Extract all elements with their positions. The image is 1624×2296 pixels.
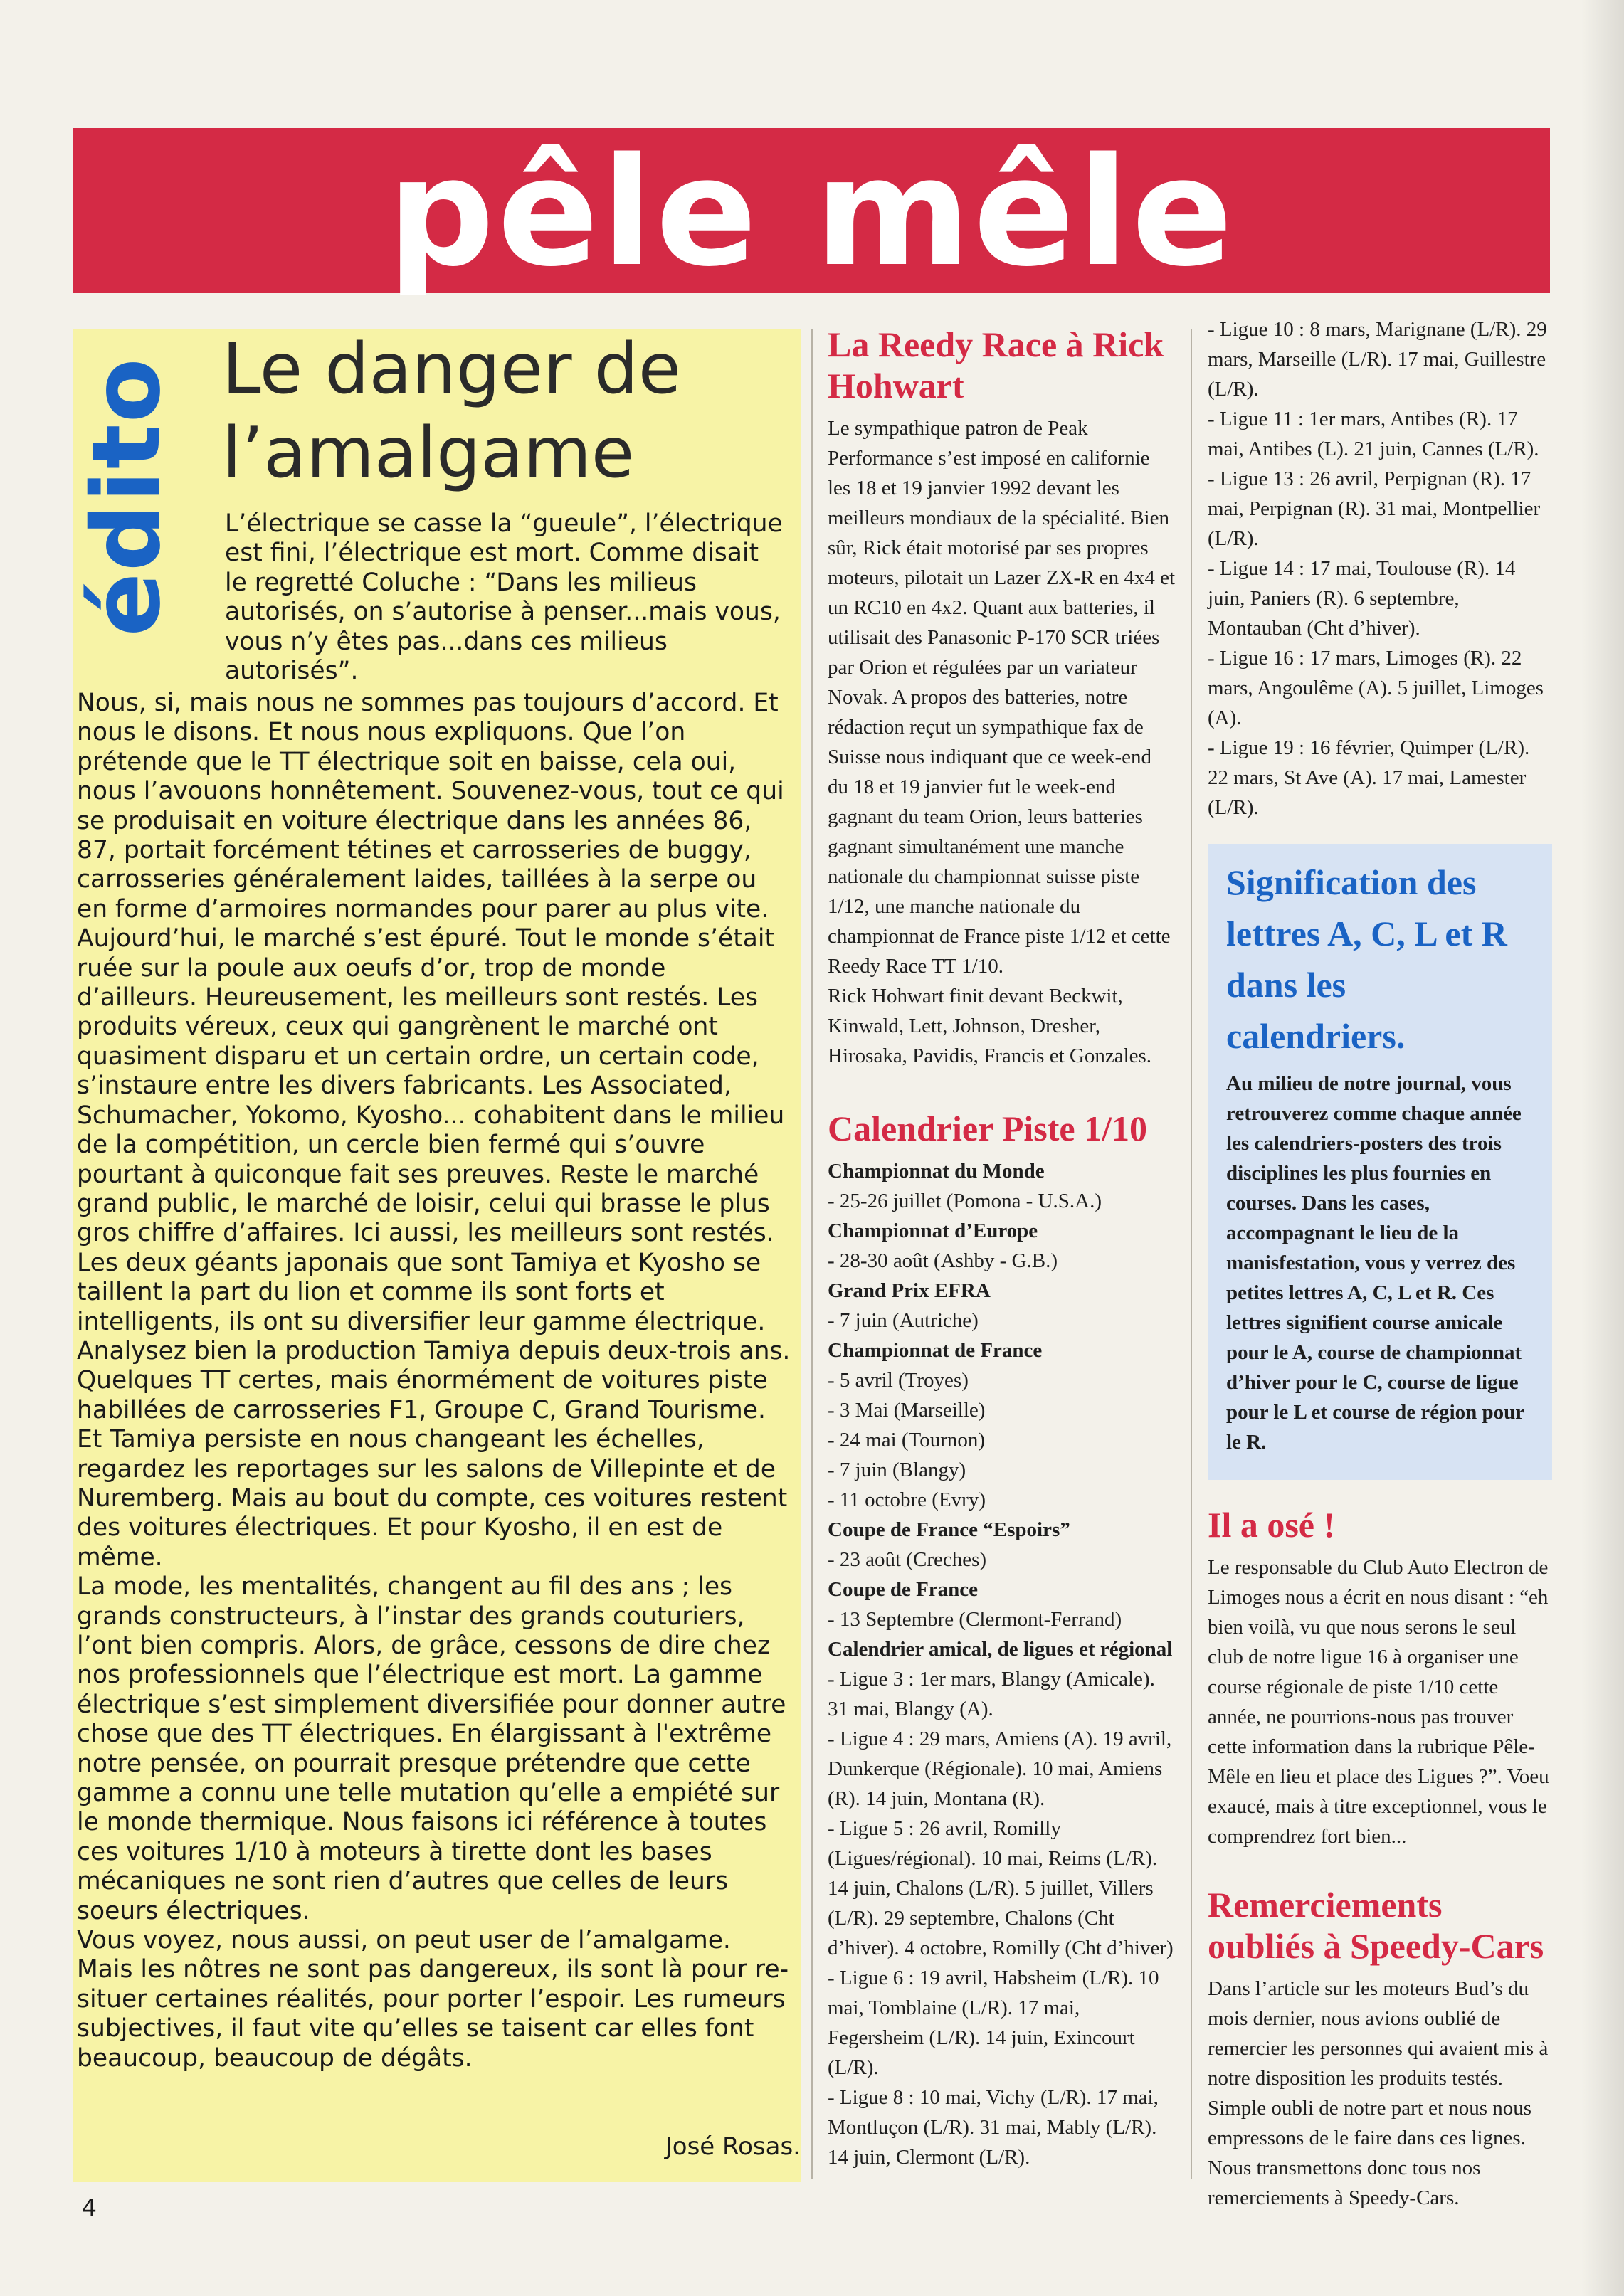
column-divider [1191, 329, 1192, 2179]
info-box-title: Signification des lettres A, C, L et R dans les calendriers. [1226, 862, 1507, 1056]
calendar-entry: - Ligue 6 : 19 avril, Habsheim (L/R). 10 mai, Tomblaine (L/R). 17 mai, Fegersheim (L/R). 14 juin, Exincourt (L/R). [828, 1967, 1159, 2079]
info-box [1208, 844, 1552, 1480]
edito-paragraph: Nous, si, mais nous ne sommes pas toujours d’accord. Et nous le disons. Et nous nous expliquons. Que l’on prétende que le TT électrique soit en baisse, cela oui, nous l’avouons honnêtement. Souvenez-vous, tout ce qui se produisait en voiture électrique dans les années 86, 87, portait forcément tétines et carrosseries de buggy, carrosseries généralement laides, taillées à la serpe ou en forme d’armoires normandes pour parer au plus vite. Aujourd’hui, le marché s’est épuré. Tout le monde s’était ruée sur la poule aux oeufs d’or, trop de monde d’ailleurs. Heureusement, les meilleurs sont restés. Les produits véreux, ceux qui gangrènent le marché ont quasiment disparu et un certain ordre, un certain code, s’instaure entre les divers fabricants. Les Associated, Schumacher, Yokomo, Kyosho... cohabitent dans le milieu de la compétition, un cercle bien fermé qui s’ouvre pourtant à quiconque fait ses preuves. Reste le marché grand public, le marché de loisir, celui qui brasse le plus gros chiffre d’affaires. Ici aussi, les meilleurs sont restés. Les deux géants japonais que sont Tamiya et Kyosho se taillent la part du lion et comme ils sont forts et intelligents, ils ont su diversifier leur gamme électrique. Analysez bien la production Tamiya depuis deux-trois ans. Quelques TT certes, mais énormément de voitures piste habillées de carrosseries F1, Groupe C, Grand Tourisme. Et Tamiya persiste en nous changeant les échelles, regardez les reportages sur les salons de Villepinte et de Nuremberg. Mais au bout du compte, ces voitures restent des voitures électriques. Et pour Kyosho, il en est de même. [77, 689, 791, 1572]
calendar-entry: - 28-30 août (Ashby - G.B.) [828, 1249, 1058, 1272]
reedy-paragraph: Rick Hohwart finit devant Beckwit, Kinwald, Lett, Johnson, Dresher, Hirosaka, Pavidis, Francis et Gonzales. [828, 985, 1152, 1067]
edito-title: Le danger de l’amalgame [222, 329, 682, 494]
calendar-entry: - 7 juin (Blangy) [828, 1459, 966, 1481]
info-box-text: Au milieu de notre journal, vous retrouverez comme chaque année les calendriers-posters des trois disciplines les plus fournies en courses. Dans les cases, accompagnant le lieu de la manisfestation, vous y verrez des petites lettres A, C, L et R. Ces lettres signifient course amicale pour le A, course de championnat d’hiver pour le C, course de ligue pour le L et course de région pour le R. [1226, 1072, 1524, 1454]
calendar-group-heading: Championnat du Monde [828, 1160, 1045, 1183]
edito-paragraph: La mode, les mentalités, changent au fil des ans ; les grands constructeurs, à l’instar des grands couturiers, l’ont bien compris. Alors, de grâce, cessons de dire chez nos professionnels que l’électrique est mort. La gamme électrique s’est simplement diversifiée pour donner autre chose que des TT électriques. En élargissant à l'extrême notre pensée, on pourrait presque prétendre que cette gamme a connu une telle mutation qu’elle a empiété sur le monde thermique. Nous faisons ici référence à toutes ces voitures 1/10 à moteurs à tirette dont les bases mécaniques ne sont rien d’autres que celles de leurs soeurs électriques. [77, 1572, 786, 1925]
calendar-group-heading: Championnat d’Europe [828, 1220, 1038, 1242]
calendar-entry: - 3 Mai (Marseille) [828, 1399, 986, 1422]
edito-tag-label: édito [72, 356, 181, 637]
ose-text: Le responsable du Club Auto Electron de Limoges nous a écrit en nous disant : “eh bien voilà, vu que nous serons le seul club de notre ligue 16 à organiser une course régionale de piste 1/10 cette année, ne pourrions-nous pas trouver cette information dans la rubrique Pêle-Mêle en lieu et place des Ligues ?”. Voeu exaucé, mais à titre exceptionnel, vous le comprendrez fort bien... [1208, 1556, 1549, 1848]
reedy-paragraph: Le sympathique patron de Peak Performance s’est imposé en californie les 18 et 19 janvier 1992 devant les meilleurs mondiaux de la spécialité. Bien sûr, Rick était motorisé par ses propres moteurs, pilotait un Lazer ZX-R en 4x4 et un RC10 en 4x2. Quant aux batteries, il utilisait des Panasonic P-170 SCR triées par Orion et régulées par un variateur Novak. A propos des batteries, notre rédaction reçut un sympathique fax de Suisse nous indiquant que ce week-end du 18 et 19 janvier fut le week-end gagnant du team Orion, leurs batteries gagnant simultanément une manche nationale du championnat suisse piste 1/12, une manche nationale du championnat de France piste 1/12 et cette Reedy Race TT 1/10. [828, 417, 1176, 978]
right-column [1208, 314, 1552, 2213]
edito-paragraph: Vous voyez, nous aussi, on peut user de l’amalgame. Mais les nôtres ne sont pas dangereux, ils sont là pour re-situer certaines réalités, pour porter l’espoir. Les rumeurs subjectives, il faut vite qu’elles se taisent car elles font beaucoup, beaucoup de dégâts. [77, 1926, 789, 2073]
calendar-group-heading: Coupe de France “Espoirs” [828, 1518, 1070, 1541]
league-entry: - Ligue 13 : 26 avril, Perpignan (R). 17 mai, Perpignan (R). 31 mai, Montpellier (L/R). [1208, 467, 1541, 550]
calendar-group-heading: Grand Prix EFRA [828, 1279, 991, 1302]
calendar-entry: - Ligue 5 : 26 avril, Romilly (Ligues/régional). 10 mai, Reims (L/R). 14 juin, Chalons (L/R). 5 juillet, Villers (L/R). 29 septembre, Chalons (Cht d’hiver). 4 octobre, Romilly (Cht d’hiver) [828, 1817, 1174, 1959]
league-entry: - Ligue 16 : 17 mars, Limoges (R). 22 mars, Angoulême (A). 5 juillet, Limoges (A). [1208, 647, 1544, 729]
league-entry: - Ligue 10 : 8 mars, Marignane (L/R). 29 mars, Marseille (L/R). 17 mai, Guillestre (L/R). [1208, 318, 1547, 401]
edito-tag [73, 329, 180, 664]
calendar-entry: - 11 octobre (Evry) [828, 1488, 986, 1511]
column-divider [811, 329, 813, 2179]
league-list [1208, 314, 1552, 822]
calendar-entry: - 24 mai (Tournon) [828, 1429, 986, 1451]
thanks-title: Remerciements oubliés à Speedy-Cars [1208, 1885, 1544, 1966]
calendar-list [828, 1156, 1176, 2172]
calendar-group-heading: Calendrier amical, de ligues et régional [828, 1638, 1173, 1661]
calendar-group-heading: Coupe de France [828, 1578, 979, 1601]
calendar-entry: - Ligue 4 : 29 mars, Amiens (A). 19 avril, Dunkerque (Régionale). 10 mai, Amiens (R). 14 juin, Montana (R). [828, 1728, 1172, 1810]
ose-title: Il a osé ! [1208, 1505, 1336, 1545]
calendar-entry: - 13 Septembre (Clermont-Ferrand) [828, 1608, 1122, 1631]
page-number: 4 [82, 2194, 97, 2221]
thanks-text: Dans l’article sur les moteurs Bud’s du mois dernier, nous avions oublié de remercier les personnes qui avaient mis à notre disposition les produits testés. Simple oubli de notre part et nous nous empressons de le faire dans ces lignes. Nous transmettons donc tous nos remerciements à Speedy-Cars. [1208, 1977, 1549, 2209]
calendar-entry: - 7 juin (Autriche) [828, 1309, 979, 1332]
calendar-entry: - Ligue 3 : 1er mars, Blangy (Amicale). 31 mai, Blangy (A). [828, 1668, 1155, 1720]
league-entry: - Ligue 14 : 17 mai, Toulouse (R). 14 juin, Paniers (R). 6 septembre, Montauban (Cht d’hiver). [1208, 557, 1516, 640]
edito-intro: L’électrique se casse la “gueule”, l’électrique est fini, l’électrique est mort. Comme disait le regretté Coluche : “Dans les milieus autorisés, on s’autorise à penser...mais vous, vous n’y êtes pas...dans ces milieus autorisés”. [225, 509, 783, 686]
calendar-group-heading: Championnat de France [828, 1339, 1043, 1362]
league-entry: - Ligue 19 : 16 février, Quimper (L/R). 22 mars, St Ave (A). 17 mai, Lamester (L/R). [1208, 736, 1530, 819]
calendar-entry: - 23 août (Creches) [828, 1548, 987, 1571]
middle-column [828, 324, 1176, 2172]
page-fold [1581, 0, 1624, 2296]
calendar-title: Calendrier Piste 1/10 [828, 1109, 1147, 1148]
calendar-entry: - 5 avril (Troyes) [828, 1369, 969, 1392]
section-title: pêle mêle [387, 125, 1236, 300]
league-entry: - Ligue 11 : 1er mars, Antibes (R). 17 mai, Antibes (L). 21 juin, Cannes (L/R). [1208, 408, 1539, 460]
reedy-title: La Reedy Race à Rick Hohwart [828, 324, 1164, 406]
edito-body [77, 689, 792, 2073]
edito-signature: José Rosas. [665, 2132, 801, 2161]
calendar-entry: - 25-26 juillet (Pomona - U.S.A.) [828, 1190, 1102, 1212]
calendar-entry: - Ligue 8 : 10 mai, Vichy (L/R). 17 mai, Montluçon (L/R). 31 mai, Mably (L/R). 14 juin, Clermont (L/R). [828, 2086, 1159, 2169]
section-banner [73, 125, 1550, 300]
